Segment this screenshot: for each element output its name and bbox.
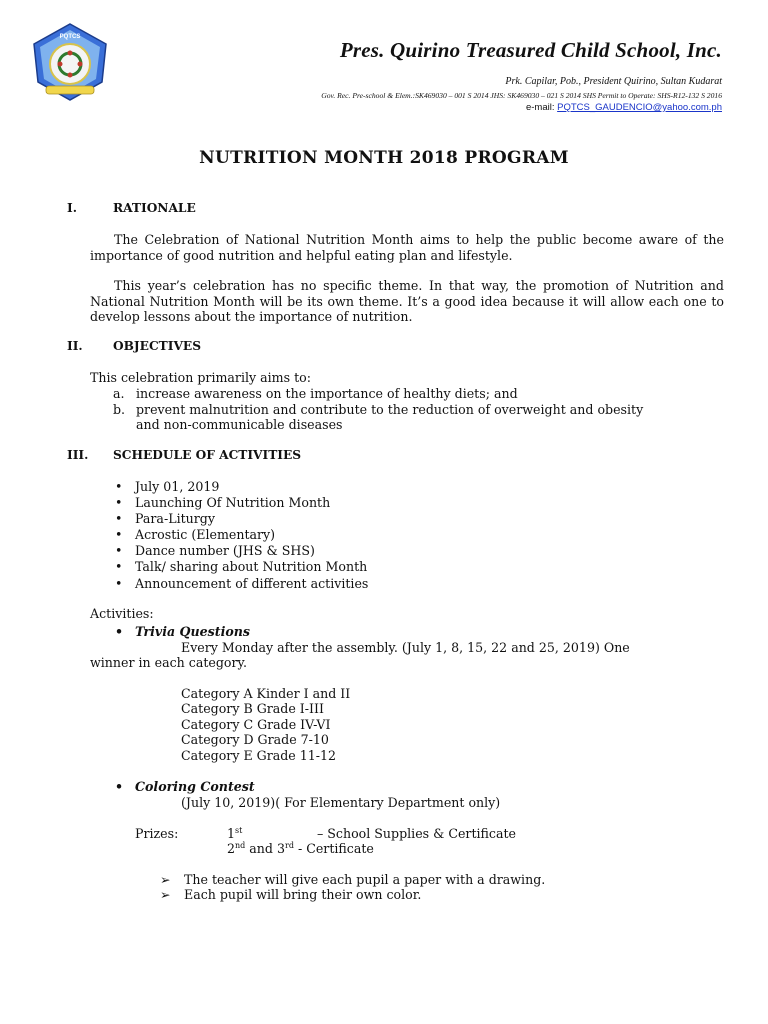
objectives-intro: This celebration primarily aims to: [90,370,311,385]
page-title: NUTRITION MONTH 2018 PROGRAM [199,148,569,168]
trivia-heading [115,624,250,640]
rank-number: 2 [227,841,236,857]
category-item: Category C Grade IV-VI [181,717,331,732]
activities-label: Activities: [90,606,154,621]
section-number: III. [67,448,89,462]
rank-suffix: rd [285,841,294,850]
paragraph-text: The Celebration of National Nutrition Month aims to help the public become aware of the importance of good nutrition and helpful eating plan and lifestyle. [90,232,724,263]
rank-suffix: st [235,826,243,835]
first-prize-rank [227,826,242,841]
email-line [526,102,722,113]
section-label: SCHEDULE OF ACTIVITIES [113,448,302,462]
objective-b-line-2: and non-communicable diseases [136,417,343,432]
trivia-description-1: Every Monday after the assembly. (July 1, 8, 15, 22 and 25, 2019) One [181,640,630,655]
rank-connector: and 3 [245,841,285,857]
schedule-list [115,479,368,592]
section-label: RATIONALE [113,201,196,215]
list-item: • Para-Liturgy [115,511,368,527]
category-item: Category D Grade 7-10 [181,732,329,747]
first-prize: – School Supplies & Certificate [317,826,517,841]
list-item: • July 01, 2019 [115,479,368,495]
school-logo [30,22,110,102]
second-prize-text: - Certificate [293,841,374,857]
second-third-prize [227,841,374,856]
email-label: e-mail: [525,102,558,113]
category-item: Category A Kinder I and II [181,686,351,701]
list-item: • Acrostic (Elementary) [115,527,368,543]
objective-a: increase awareness on the importance of healthy diets; and [136,386,518,401]
paragraph-text: This year’s celebration has no specific theme. In that way, the promotion of Nutrition and National Nutrition Month will be its own theme. It’s a good idea because it will allow each one to develop lessons about the importance of nutrition. [90,278,724,324]
coloring-title: • Coloring Contest [115,779,255,795]
coloring-heading [115,779,255,795]
list-item: • Launching Of Nutrition Month [115,495,368,511]
rationale-paragraph-1 [90,232,724,263]
government-recognition: Gov. Rec. Pre-school & Elem.:SK469030 – 001 S 2014 JHS: SK469030 – 021 S 2014 SHS Permit to Operate: SHS-R12-132 S 2016 [321,91,722,100]
category-item: Category E Grade 11-12 [181,748,337,763]
rationale-paragraph-2 [90,278,724,325]
section-number: II. [67,339,83,353]
coloring-note [160,872,545,887]
coloring-date: (July 10, 2019)( For Elementary Department only) [181,795,501,810]
rank-number: 1 [227,826,236,842]
arrow-bullet-icon: ➢ [160,887,171,902]
coloring-note [160,887,421,902]
list-item: • Talk/ sharing about Nutrition Month [115,559,368,575]
rank-suffix: nd [235,841,246,850]
objective-b-marker: b. [113,402,126,417]
school-address: Prk. Capilar, Pob., President Quirino, Sultan Kudarat [505,76,722,87]
list-item: • Dance number (JHS & SHS) [115,543,368,559]
trivia-description-2: winner in each category. [90,655,247,670]
trivia-title: • Trivia Questions [115,624,250,640]
category-item: Category B Grade I-III [181,701,324,716]
logo-text: PQTCS [59,34,81,40]
objective-a-marker: a. [113,386,125,401]
note-text: Each pupil will bring their own color. [184,887,422,902]
note-text: The teacher will give each pupil a paper with a drawing. [184,872,546,887]
arrow-bullet-icon: ➢ [160,872,171,887]
email-link[interactable]: PQTCS_GAUDENCIO@yahoo.com.ph [557,102,722,113]
section-label: OBJECTIVES [113,339,201,353]
prizes-label: Prizes: [135,826,179,841]
section-number: I. [67,201,77,215]
school-name: Pres. Quirino Treasured Child School, Inc. [339,38,722,62]
objective-b-line-1: prevent malnutrition and contribute to the reduction of overweight and obesity [136,402,644,417]
list-item: • Announcement of different activities [115,576,368,592]
